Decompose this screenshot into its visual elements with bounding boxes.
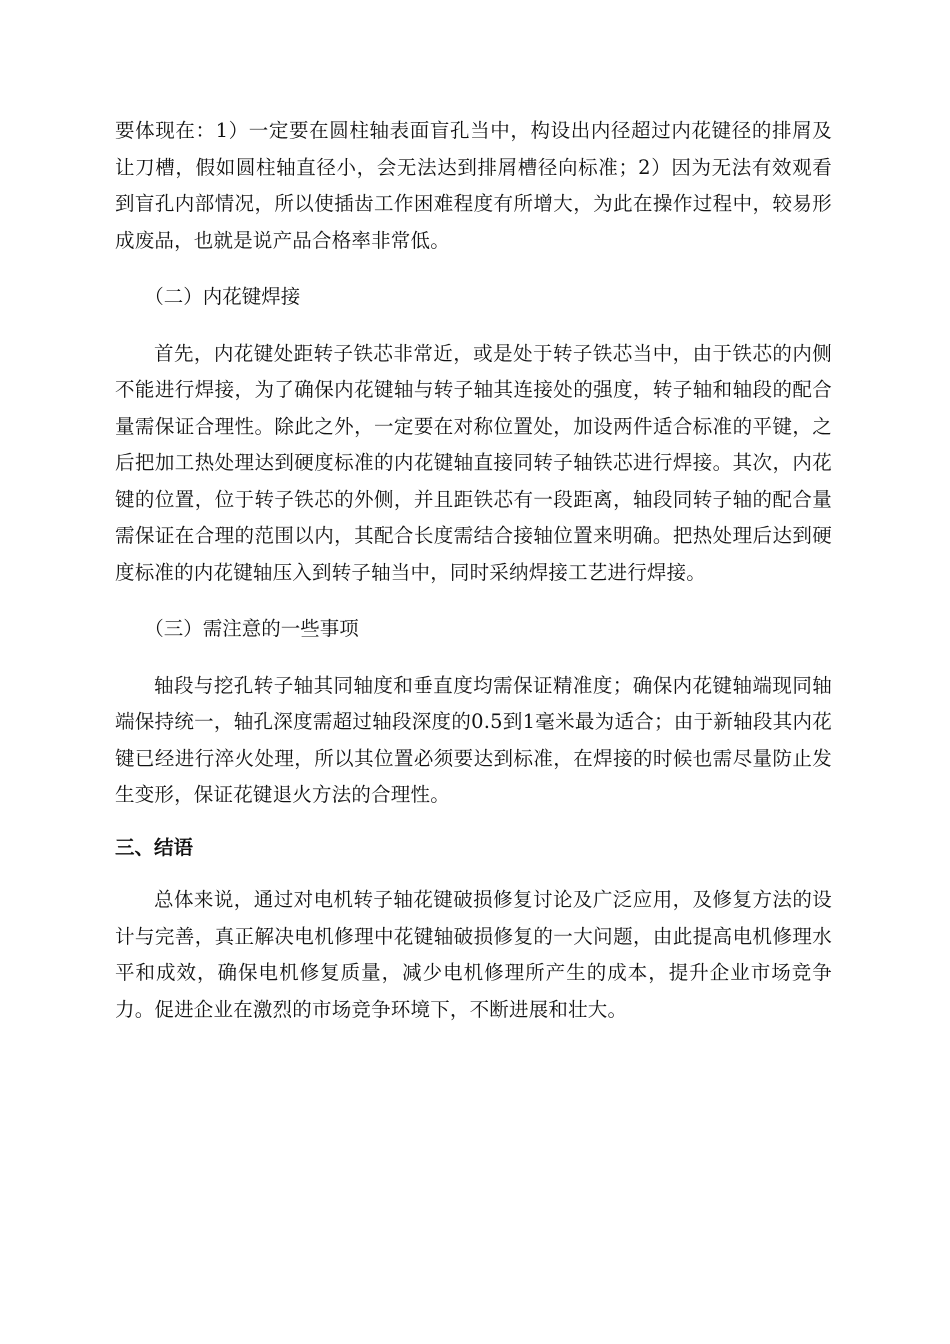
section-heading-conclusion: 三、结语 [115, 835, 194, 859]
subheading-welding: （二）内花键焊接 [144, 285, 301, 308]
paragraph-conclusion: 总体来说，通过对电机转子轴花键破损修复讨论及广泛应用，及修复方法的设计与完善，真正解决电机修理中花键轴破损修复的一大问题，由此提高电机修理水平和成效，确保电机修复质量，减少电机修理所产生的成本，提升企业市场竞争力。促进企业在激烈的市场竞争环境下，不断进展和壮大。 [115, 888, 832, 1021]
subheading-notes: （三）需注意的一些事项 [144, 617, 359, 640]
paragraph-welding: 首先，内花键处距转子铁芯非常近，或是处于转子铁芯当中，由于铁芯的内侧不能进行焊接，为了确保内花键轴与转子轴其连接处的强度，转子轴和轴段的配合量需保证合理性。除此之外，一定要在对称位置处，加设两件适合标准的平键，之后把加工热处理达到硬度标准的内花键轴直接同转子轴铁芯进行焊接。其次，内花键的位置，位于转子铁芯的外侧，并且距铁芯有一段距离，轴段同转子轴的配合量需保证在合理的范围以内，其配合长度需结合接轴位置来明确。把热处理后达到硬度标准的内花键轴压入到转子轴当中，同时采纳焊接工艺进行焊接。 [115, 341, 832, 584]
paragraph-continuation: 要体现在：1）一定要在圆柱轴表面盲孔当中，构设出内径超过内花键径的排屑及让刀槽，假如圆柱轴直径小，会无法达到排屑槽径向标准；2）因为无法有效观看到盲孔内部情况，所以使插齿工作困难程度有所增大，为此在操作过程中，较易形成废品，也就是说产品合格率非常低。 [115, 119, 832, 252]
document-page [115, 113, 832, 1028]
paragraph-notes: 轴段与挖孔转子轴其同轴度和垂直度均需保证精准度；确保内花键轴端现同轴端保持统一，轴孔深度需超过轴段深度的0.5到1毫米最为适合；由于新轴段其内花键已经进行淬火处理，所以其位置必须要达到标准，在焊接的时候也需尽量防止发生变形，保证花键退火方法的合理性。 [115, 673, 832, 806]
